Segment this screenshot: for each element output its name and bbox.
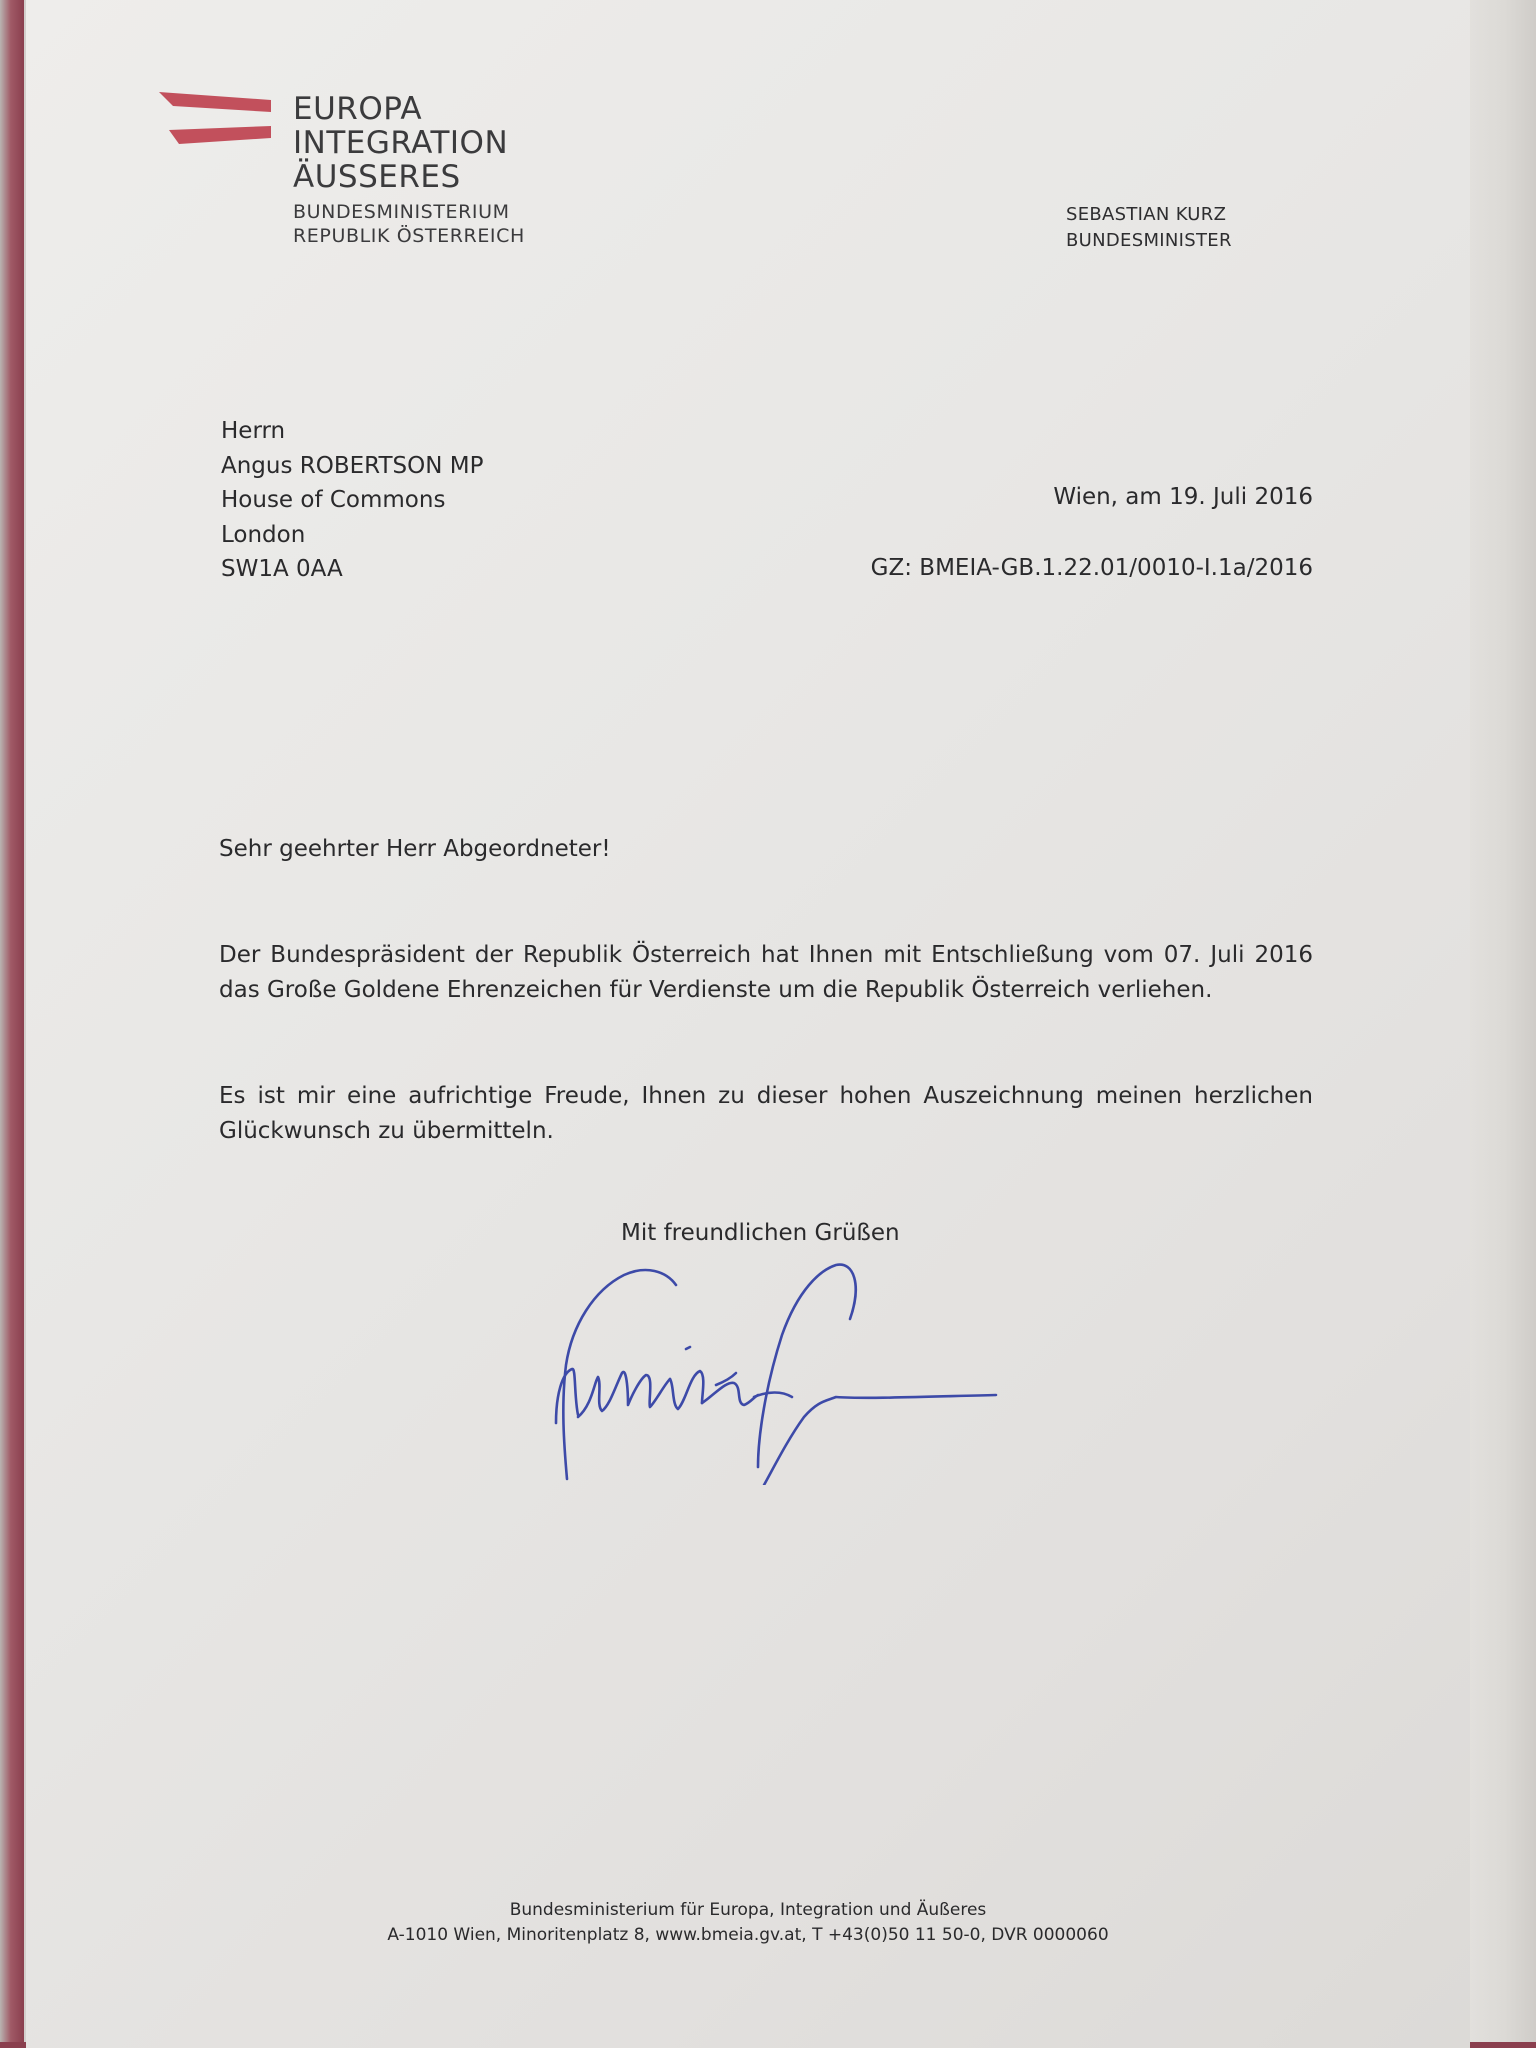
recipient-line: Herrn	[221, 418, 286, 444]
body-paragraph: Der Bundespräsident der Republik Österreich hat Ihnen mit Entschließung vom 07. Juli 2016 das Große Goldene Ehrenzeichen für Verdienste um die Republik Österreich verliehen.	[219, 942, 1313, 1003]
handwritten-signature-image	[536, 1245, 1016, 1485]
closing-phrase: Mit freundlichen Grüßen	[621, 1220, 900, 1246]
recipient-address	[221, 414, 483, 587]
body-paragraph: Es ist mir eine aufrichtige Freude, Ihnen zu dieser hohen Auszeichnung meinen herzlichen Glückwunsch zu übermitteln.	[219, 1083, 1313, 1144]
austrian-flag-stripes-icon	[157, 92, 277, 152]
recipient-line: House of Commons	[221, 487, 446, 513]
logo-line-europa: EUROPA	[293, 91, 423, 127]
ministry-subtitle	[293, 200, 525, 248]
sender-block	[1066, 202, 1232, 254]
footer-line-2: A-1010 Wien, Minoritenplatz 8, www.bmeia.gv.at, T +43(0)50 11 50-0, DVR 0000060	[387, 1925, 1109, 1945]
reference-number: GZ: BMEIA-GB.1.22.01/0010-I.1a/2016	[870, 555, 1313, 581]
logo-wordmark	[293, 92, 525, 248]
folder-left-edge	[0, 0, 24, 2048]
letter-page	[26, 0, 1470, 2048]
recipient-line: SW1A 0AA	[221, 556, 343, 582]
ministry-line-2: REPUBLIK ÖSTERREICH	[293, 225, 525, 247]
logo-line-aeusseres: ÄUSSERES	[293, 159, 461, 195]
logo-line-integration: INTEGRATION	[293, 125, 509, 161]
sender-title: BUNDESMINISTER	[1066, 230, 1232, 251]
recipient-line: London	[221, 521, 306, 548]
salutation: Sehr geehrter Herr Abgeordneter!	[219, 836, 611, 862]
recipient-line: Angus ROBERTSON MP	[221, 452, 484, 479]
footer	[26, 1898, 1470, 1948]
place-date: Wien, am 19. Juli 2016	[1053, 484, 1313, 510]
sender-name: SEBASTIAN KURZ	[1066, 204, 1227, 225]
ministry-line-1: BUNDESMINISTERIUM	[293, 201, 510, 223]
footer-line-1: Bundesministerium für Europa, Integration und Äußeres	[509, 1900, 987, 1920]
